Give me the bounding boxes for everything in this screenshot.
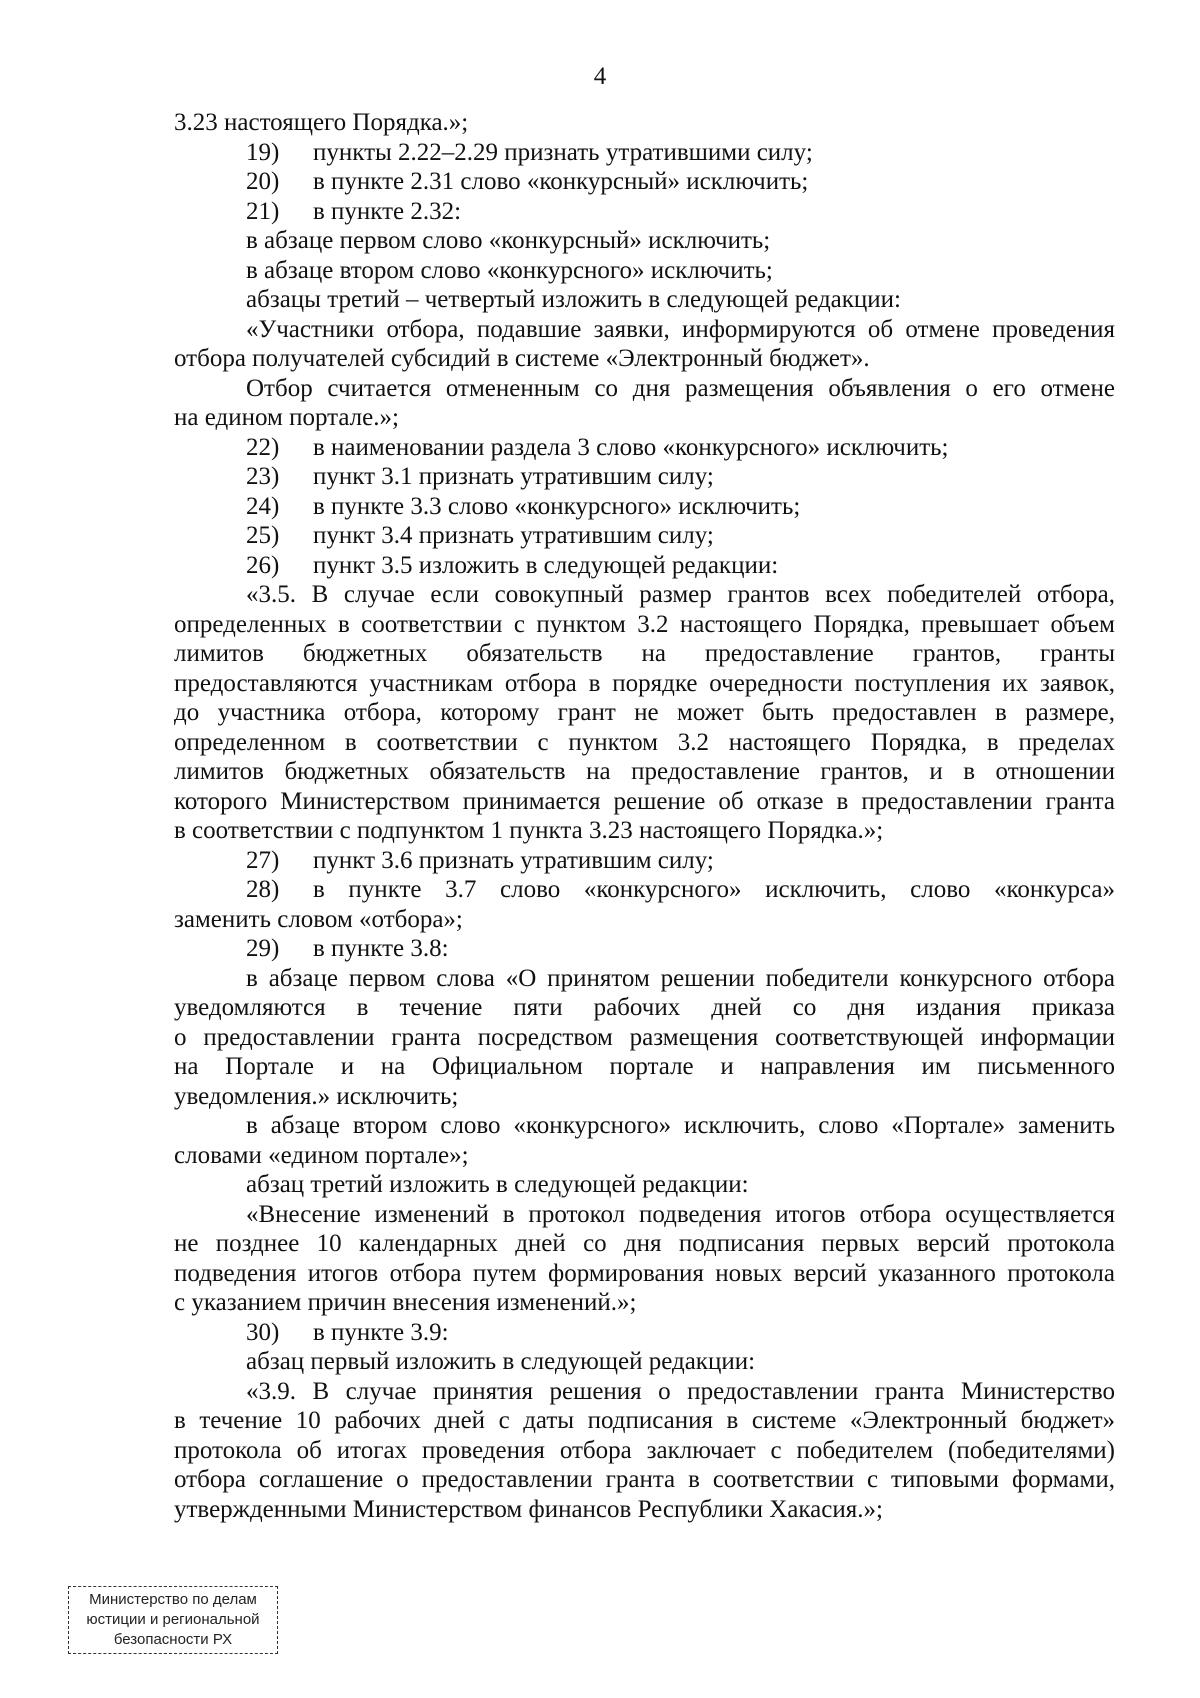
- item-number: 25): [246, 522, 280, 549]
- text-line: [174, 1406, 1115, 1436]
- item-number: 28): [246, 876, 280, 903]
- item-number: 21): [246, 197, 280, 225]
- item-number: 20): [246, 168, 280, 195]
- text-line: [174, 669, 1115, 699]
- numbered-item-line: [174, 167, 1115, 197]
- line-text: в абзаце втором слово «конкурсного» исключить, слово «Портале» заменить: [246, 1112, 1115, 1139]
- text-line: [174, 757, 1115, 787]
- text-line: [174, 639, 1115, 669]
- line-text: в соответствии с подпунктом 1 пункта 3.23 настоящего Порядка.»;: [174, 817, 884, 844]
- line-text: 3.23 настоящего Порядка.»;: [174, 109, 469, 136]
- line-text: подведения итогов отбора путем формирования новых версий указанного протокола: [174, 1259, 1115, 1287]
- text-line: [174, 580, 1115, 610]
- line-text: словами «едином портале»;: [174, 1141, 469, 1169]
- text-line: [174, 1023, 1115, 1053]
- line-text: в пункте 2.31 слово «конкурсный» исключить;: [313, 168, 809, 195]
- text-line: [174, 256, 1115, 286]
- numbered-item-line: [174, 1318, 1115, 1348]
- text-line: [174, 1377, 1115, 1407]
- item-number: 29): [246, 935, 280, 962]
- line-text: протокола об итогах проведения отбора заключает с победителем (победителями): [174, 1436, 1115, 1464]
- page-number: 4: [593, 63, 607, 90]
- text-line: [174, 993, 1115, 1023]
- line-text: в пункте 2.32:: [313, 197, 462, 225]
- text-line: [174, 315, 1115, 345]
- text-line: [174, 1259, 1115, 1289]
- line-text: до участника отбора, которому грант не может быть предоставлен в размере,: [174, 699, 1115, 726]
- line-text: пункт 3.6 признать утратившим силу;: [313, 846, 714, 874]
- line-text: «3.5. В случае если совокупный размер грантов всех победителей отбора,: [246, 581, 1115, 608]
- text-line: [174, 403, 1115, 433]
- text-line: [174, 285, 1115, 315]
- text-line: [174, 108, 1115, 138]
- numbered-item-line: [174, 433, 1115, 463]
- line-text: пункт 3.5 изложить в следующей редакции:: [313, 551, 779, 579]
- text-line: [174, 1288, 1115, 1318]
- text-line: [174, 1465, 1115, 1495]
- line-text: с указанием причин внесения изменений.»;: [174, 1289, 637, 1316]
- line-text: в абзаце первом слова «О принятом решении победители конкурсного отбора: [246, 964, 1115, 992]
- item-number: 30): [246, 1318, 280, 1346]
- line-text: уведомляются в течение пяти рабочих дней со дня издания приказа: [174, 994, 1115, 1021]
- line-text: в абзаце первом слово «конкурсный» исключить;: [246, 227, 771, 254]
- line-text: о предоставлении гранта посредством размещения соответствующей информации: [174, 1023, 1115, 1051]
- line-text: пункт 3.4 признать утратившим силу;: [313, 522, 714, 549]
- line-text: «3.9. В случае принятия решения о предоставлении гранта Министерство: [246, 1377, 1115, 1405]
- line-text: отбора соглашение о предоставлении гранта в соответствии с типовыми формами,: [174, 1466, 1115, 1493]
- numbered-item-line: [174, 492, 1115, 522]
- text-line: [174, 1170, 1115, 1200]
- text-line: [174, 1347, 1115, 1377]
- line-text: абзац первый изложить в следующей редакции:: [246, 1348, 756, 1375]
- text-line: [174, 1436, 1115, 1466]
- numbered-item-line: [174, 551, 1115, 581]
- item-number: 22): [246, 433, 280, 461]
- item-number: 26): [246, 551, 280, 579]
- line-text: заменить словом «отбора»;: [174, 905, 463, 933]
- numbered-item-line: [174, 138, 1115, 168]
- ministry-stamp: [68, 1586, 278, 1654]
- line-text: пункт 3.1 признать утратившим силу;: [313, 463, 714, 490]
- text-line: [174, 1495, 1115, 1525]
- item-number: 23): [246, 463, 280, 490]
- text-line: [174, 905, 1115, 935]
- line-text: в течение 10 рабочих дней с даты подписания в системе «Электронный бюджет»: [174, 1407, 1115, 1434]
- document-body: [174, 108, 1115, 1524]
- stamp-line: безопасности РХ: [113, 1631, 233, 1648]
- line-text: лимитов бюджетных обязательств на предоставление грантов, и в отношении: [174, 758, 1115, 785]
- text-line: [174, 1141, 1115, 1171]
- numbered-item-line: [174, 934, 1115, 964]
- line-text: в пункте 3.3 слово «конкурсного» исключить;: [313, 492, 801, 520]
- line-text: в пункте 3.9:: [313, 1318, 449, 1346]
- item-number: 24): [246, 492, 280, 520]
- line-text: абзац третий изложить в следующей редакции:: [246, 1171, 749, 1198]
- line-text: в пункте 3.8:: [313, 935, 449, 962]
- text-line: [174, 1200, 1115, 1230]
- text-line: [174, 374, 1115, 404]
- text-line: [174, 344, 1115, 374]
- line-text: на едином портале.»;: [174, 404, 399, 431]
- item-number: 19): [246, 138, 280, 166]
- text-line: [174, 1082, 1115, 1112]
- line-text: в наименовании раздела 3 слово «конкурсного» исключить;: [313, 433, 949, 461]
- line-text: уведомления.» исключить;: [174, 1082, 459, 1110]
- numbered-item-line: [174, 875, 1115, 905]
- line-text: определенных в соответствии с пунктом 3.2 настоящего Порядка, превышает объем: [174, 610, 1115, 638]
- line-text: которого Министерством принимается решение об отказе в предоставлении гранта: [174, 787, 1115, 815]
- text-line: [174, 226, 1115, 256]
- text-line: [174, 816, 1115, 846]
- line-text: в пункте 3.7 слово «конкурсного» исключить, слово «конкурса»: [313, 876, 1115, 903]
- line-text: утвержденными Министерством финансов Республики Хакасия.»;: [174, 1495, 883, 1523]
- text-line: [174, 1111, 1115, 1141]
- text-line: [174, 787, 1115, 817]
- text-line: [174, 964, 1115, 994]
- line-text: «Участники отбора, подавшие заявки, информируются об отмене проведения: [246, 315, 1115, 343]
- line-text: предоставляются участникам отбора в порядке очередности поступления их заявок,: [174, 669, 1115, 697]
- line-text: абзацы третий – четвертый изложить в следующей редакции:: [246, 286, 902, 313]
- numbered-item-line: [174, 197, 1115, 227]
- line-text: пункты 2.22–2.29 признать утратившими силу;: [313, 138, 813, 166]
- text-line: [174, 1052, 1115, 1082]
- line-text: не позднее 10 календарных дней со дня подписания первых версий протокола: [174, 1230, 1115, 1257]
- line-text: в абзаце втором слово «конкурсного» исключить;: [246, 256, 773, 284]
- line-text: определенном в соответствии с пунктом 3.2 настоящего Порядка, в пределах: [174, 728, 1115, 756]
- line-text: Отбор считается отмененным со дня размещения объявления о его отмене: [246, 374, 1115, 402]
- numbered-item-line: [174, 521, 1115, 551]
- line-text: «Внесение изменений в протокол подведения итогов отбора осуществляется: [246, 1200, 1115, 1228]
- line-text: лимитов бюджетных обязательств на предоставление грантов, гранты: [174, 640, 1115, 667]
- line-text: отбора получателей субсидий в системе «Электронный бюджет».: [174, 345, 870, 372]
- stamp-line: Министерство по делам: [89, 1591, 257, 1608]
- text-line: [174, 728, 1115, 758]
- text-line: [174, 1229, 1115, 1259]
- stamp-line: юстиции и региональной: [86, 1611, 260, 1628]
- numbered-item-line: [174, 462, 1115, 492]
- numbered-item-line: [174, 846, 1115, 876]
- text-line: [174, 698, 1115, 728]
- line-text: на Портале и на Официальном портале и направления им письменного: [174, 1053, 1115, 1080]
- item-number: 27): [246, 846, 280, 874]
- text-line: [174, 610, 1115, 640]
